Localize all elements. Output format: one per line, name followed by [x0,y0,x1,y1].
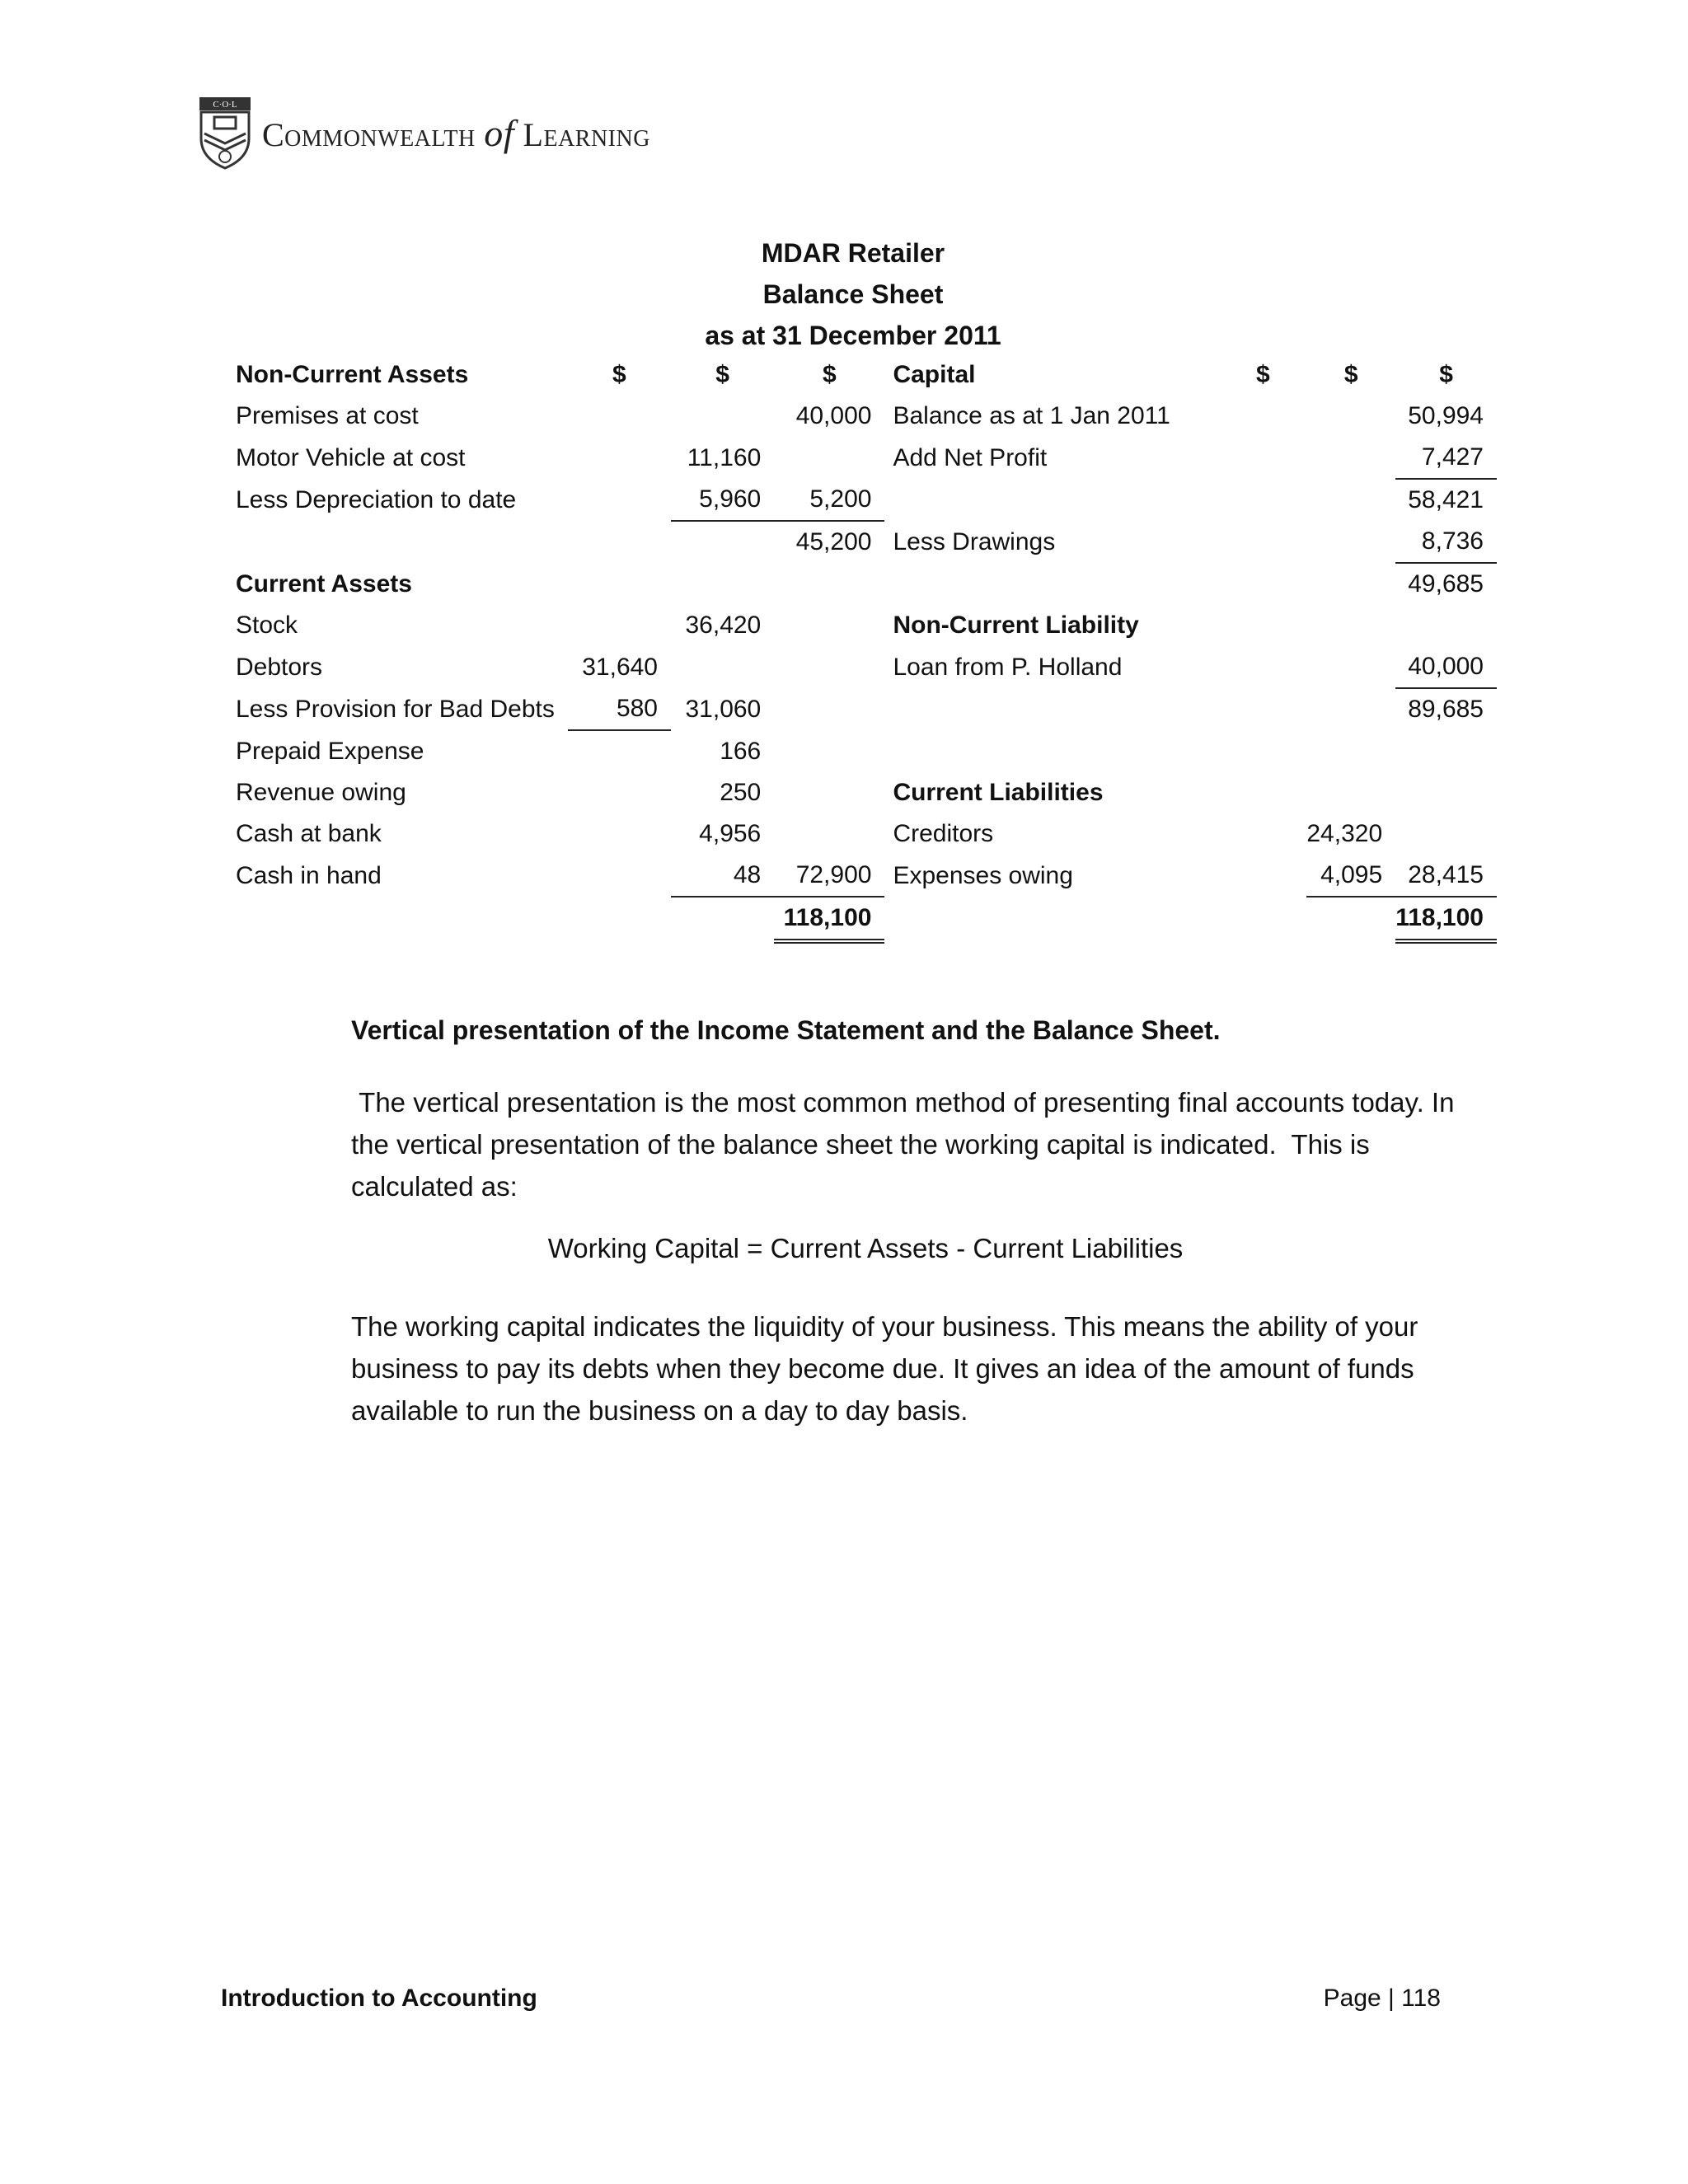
logo-word-of: of [484,111,515,154]
cell [774,605,884,646]
cell: 40,000 [1395,646,1497,688]
cell [1395,772,1497,813]
assets-total: 118,100 [774,897,884,941]
logo-wordmark [262,111,650,155]
cell [1219,855,1306,897]
cell [671,646,774,688]
row-label [884,897,1219,941]
cell [1219,772,1306,813]
row-label: Balance as at 1 Jan 2011 [893,402,1170,429]
cell [671,897,774,941]
section-header: Non-Current Liability [893,612,1139,639]
table-header-row [227,354,1497,396]
cell: 5,200 [774,479,884,521]
currency-header: $ [612,361,626,388]
table-row [227,605,1497,646]
row-label: Less Drawings [893,527,1056,555]
currency-header: $ [823,361,837,388]
cell [1219,437,1306,479]
row-label: Revenue owing [236,779,406,806]
left-section-header: Non-Current Assets [236,361,469,388]
cell: 72,900 [774,855,884,897]
col-logo [196,96,650,170]
table-row [227,772,1497,813]
cell: 31,640 [582,653,658,681]
table-row [227,563,1497,605]
section-header: Current Assets [236,569,412,598]
row-label: Prepaid Expense [236,737,424,765]
cell [1219,688,1306,730]
cell [1219,521,1306,563]
cell [568,897,671,941]
row-label: Cash in hand [236,861,382,889]
cell [1395,730,1497,772]
table-row [227,813,1497,855]
currency-header: $ [1439,361,1453,388]
cell [568,479,671,521]
row-label: Loan from P. Holland [893,653,1123,681]
cell: 49,685 [1408,570,1484,598]
cell [568,521,671,563]
table-row [227,730,1497,772]
row-label [884,479,1219,521]
cell [568,855,671,897]
statement-title [0,232,1688,356]
cell [1306,772,1395,813]
cell [671,521,774,563]
row-label [884,688,1219,730]
cell: 7,427 [1395,437,1497,479]
cell [568,437,671,479]
cell [671,563,774,605]
cell [1219,813,1306,855]
row-label: Premises at cost [236,402,419,429]
logo-word-learning: Learning [523,115,650,153]
cell: 4,956 [699,820,762,847]
cell: 48 [671,855,774,897]
cell: 45,200 [795,528,872,555]
cell: 580 [568,688,671,730]
statement-name: Balance Sheet [762,279,944,309]
currency-header: $ [715,361,729,388]
table-row [227,396,1497,437]
cell [1306,437,1395,479]
cell [568,563,671,605]
section-title: Vertical presentation of the Income Statement and the Balance Sheet. [351,1015,1221,1045]
working-capital-formula: Working Capital = Current Assets - Current Liabilities [547,1233,1184,1263]
cell [774,563,884,605]
row-label: Creditors [893,820,994,847]
cell: 4,095 [1306,855,1395,897]
cell: 36,420 [685,612,762,639]
logo-badge-text: C·O·L [213,100,237,110]
table-row [227,646,1497,688]
row-label: Less Provision for Bad Debts [236,695,555,723]
row-label [227,897,568,941]
section-header: Current Liabilities [893,779,1104,806]
cell: 24,320 [1306,820,1383,847]
cell [1306,688,1395,730]
cell [1395,605,1497,646]
cell [568,730,671,772]
liabilities-total: 118,100 [1395,897,1497,941]
cell [1219,563,1306,605]
table-row [227,479,1497,521]
paragraph-vertical-presentation: The vertical presentation is the most common method of presenting final accounts today. In the vertical presentation of the balance sheet the working capital is indicated. This is calculated as: [351,1087,1462,1202]
cell [1306,605,1395,646]
cell: 58,421 [1408,486,1484,513]
table-row [227,688,1497,730]
cell [568,772,671,813]
cell [1219,730,1306,772]
cell [1306,563,1395,605]
col-shield-icon [196,96,254,170]
cell: 250 [720,779,762,806]
cell [568,396,671,437]
statement-date: as at 31 December 2011 [705,321,1001,350]
cell [1306,897,1395,941]
table-row [227,437,1497,479]
cell: 5,960 [671,479,774,521]
cell [774,688,884,730]
row-label [227,521,568,563]
cell [1219,396,1306,437]
total-row [227,897,1497,941]
cell [568,813,671,855]
cell [671,396,774,437]
currency-header: $ [1343,361,1358,388]
cell [774,772,884,813]
currency-header: $ [1256,361,1270,388]
row-label: Less Depreciation to date [236,485,517,513]
cell: 40,000 [795,402,872,429]
cell [1219,479,1306,521]
cell [774,730,884,772]
footer-course-title: Introduction to Accounting [221,1985,537,2012]
row-label: Stock [236,612,298,639]
row-label: Debtors [236,653,323,681]
balance-sheet-table [227,354,1497,944]
cell: 31,060 [685,695,762,723]
cell: 89,685 [1408,696,1484,723]
cell [1395,813,1497,855]
row-label: Cash at bank [236,820,382,847]
right-section-header: Capital [893,361,976,388]
cell [1219,605,1306,646]
table-row [227,521,1497,563]
cell [1219,897,1306,941]
cell [1306,730,1395,772]
cell: 28,415 [1395,855,1497,897]
cell [774,646,884,688]
logo-word-commonwealth: Commonwealth [262,115,476,153]
cell: 8,736 [1395,521,1497,563]
row-label: Add Net Profit [893,443,1048,471]
cell [1306,396,1395,437]
cell [1306,646,1395,688]
row-label [884,730,1219,772]
row-label [884,563,1219,605]
cell: 50,994 [1408,402,1484,429]
cell: 11,160 [687,443,762,471]
cell: 166 [720,737,762,765]
cell [774,437,884,479]
cell [1306,479,1395,521]
cell [1306,521,1395,563]
paragraph-working-capital: The working capital indicates the liquidity of your business. This means the ability of your business to pay its debts when they become due. It gives an idea of the amount of funds available to run the business on a day to day basis. [351,1311,1418,1426]
cell [1219,646,1306,688]
row-label: Expenses owing [893,861,1073,889]
table-row [227,855,1497,897]
cell [568,605,671,646]
footer-page-number: Page | 118 [1323,1985,1441,2012]
row-label: Motor Vehicle at cost [236,443,466,471]
cell [774,813,884,855]
company-name: MDAR Retailer [761,238,945,268]
